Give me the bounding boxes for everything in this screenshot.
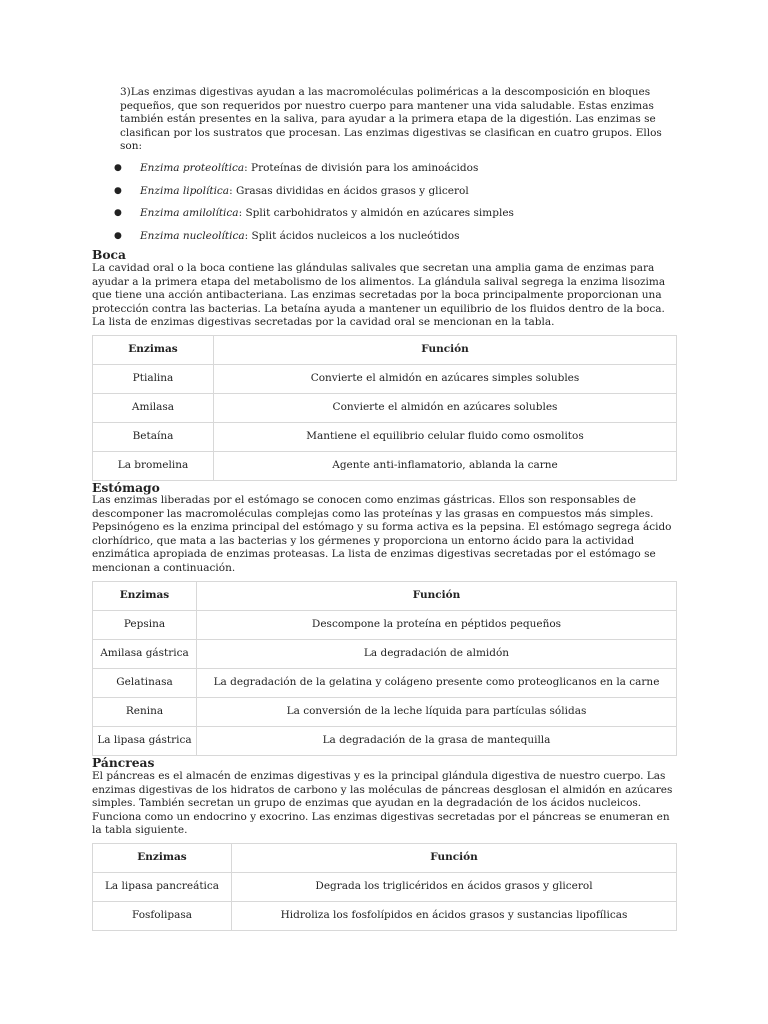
column-header: Función [197,582,677,611]
bullet-term: Enzima lipolítica [140,184,230,197]
pancreas-paragraph: El páncreas es el almacén de enzimas digestivas y es la principal glándula digestiva de nuestro cuerpo. Las enzimas digestivas de los hidratos de carbono y las moléculas de páncreas desglosan el almidón en azúcares simples. También secretan un grupo de enzimas que ayudan en la degradación de los ácidos nucleicos. Funciona como un endocrino y exocrino. Las enzimas digestivas secretadas por el páncreas se enumeran en la tabla siguiente. [92,770,673,837]
table-header-row [93,844,677,873]
list-item [114,158,674,181]
function-cell: Agente anti-inflamatorio, ablanda la carne [214,452,677,481]
bullet-icon: ● [114,185,122,196]
table-row [93,611,677,640]
column-header: Función [232,844,677,873]
enzyme-cell: La lipasa gástrica [93,727,197,756]
table-row [93,640,677,669]
list-item [114,181,674,204]
bullet-desc: : Grasas divididas en ácidos grasos y glicerol [229,184,469,197]
bullet-desc: : Split carbohidratos y almidón en azúcares simples [238,207,514,220]
enzyme-cell: La lipasa pancreática [93,873,232,902]
function-cell: Convierte el almidón en azúcares simples solubles [214,365,677,394]
enzyme-group-list [114,158,674,248]
function-cell: La conversión de la leche líquida para partículas sólidas [197,698,677,727]
table-row [93,902,677,931]
list-item [114,203,674,226]
function-cell: La degradación de la grasa de mantequilla [197,727,677,756]
enzyme-cell: Gelatinasa [93,669,197,698]
enzyme-cell: Ptialina [93,365,214,394]
function-cell: La degradación de almidón [197,640,677,669]
table-row [93,452,677,481]
function-cell: Degrada los triglicéridos en ácidos grasos y glicerol [232,873,677,902]
bullet-term: Enzima proteolítica [140,162,245,175]
enzyme-cell: Betaína [93,423,214,452]
pancreas-enzyme-table [92,843,677,931]
enzyme-cell: Fosfolipasa [93,902,232,931]
table-row [93,698,677,727]
table-row [93,669,677,698]
bullet-icon: ● [114,208,122,219]
bullet-term: Enzima amilolítica [140,207,239,220]
function-cell: Convierte el almidón en azúcares solubles [214,394,677,423]
estomago-enzyme-table [92,581,677,756]
boca-enzyme-table [92,335,677,481]
estomago-paragraph: Las enzimas liberadas por el estómago se conocen como enzimas gástricas. Ellos son responsables de descomponer las macromoléculas complejas como las proteínas y las grasas en compuestos más simples. Pepsinógeno es la enzima principal del estómago y su forma activa es la pepsina. El estómago segrega ácido clorhídrico, que mata a las bacterias y los gérmenes y proporciona un entorno ácido para la actividad enzimática apropiada de enzimas proteasas. La lista de enzimas digestivas secretadas por el estómago se mencionan a continuación. [92,494,672,574]
bullet-icon: ● [114,163,122,174]
column-header: Enzimas [93,582,197,611]
column-header: Enzimas [93,844,232,873]
table-row [93,873,677,902]
table-row [93,423,677,452]
boca-paragraph: La cavidad oral o la boca contiene las glándulas salivales que secretan una amplia gama de enzimas para ayudar a la primera etapa del metabolismo de los alimentos. La glándula salival segrega la enzima lisozima que tiene una acción antibacteriana. Las enzimas secretadas por la boca principalmente proporcionan una protección contra las bacterias. La betaína ayuda a mantener un equilibrio de los fluidos dentro de la boca. La lista de enzimas digestivas secretadas por la cavidad oral se mencionan en la tabla. [92,262,666,329]
column-header: Función [214,336,677,365]
table-row [93,365,677,394]
enzyme-cell: La bromelina [93,452,214,481]
column-header: Enzimas [93,336,214,365]
enzyme-cell: Renina [93,698,197,727]
table-row [93,394,677,423]
function-cell: Hidroliza los fosfolípidos en ácidos grasos y sustancias lipofílicas [232,902,677,931]
bullet-desc: : Split ácidos nucleicos a los nucleótidos [244,229,460,242]
enzyme-cell: Pepsina [93,611,197,640]
intro-paragraph: 3)Las enzimas digestivas ayudan a las macromoléculas poliméricas a la descomposición en bloques pequeños, que son requeridos por nuestro cuerpo para mantener una vida saludable. Estas enzimas también están presentes en la saliva, para ayudar a la primera etapa de la digestión. Las enzimas se clasifican por los sustratos que procesan. Las enzimas digestivas se clasifican en cuatro grupos. Ellos son: [120,86,662,153]
bullet-term: Enzima nucleolítica [140,229,245,242]
function-cell: Descompone la proteína en péptidos pequeños [197,611,677,640]
bullet-desc: : Proteínas de división para los aminoácidos [244,162,479,175]
list-item [114,226,674,249]
function-cell: La degradación de la gelatina y colágeno presente como proteoglicanos en la carne [197,669,677,698]
bullet-icon: ● [114,230,122,241]
section-title-pancreas: Páncreas [92,755,155,770]
table-header-row [93,582,677,611]
table-header-row [93,336,677,365]
section-title-boca: Boca [92,247,126,262]
section-title-estomago: Estómago [92,480,160,495]
enzyme-cell: Amilasa gástrica [93,640,197,669]
function-cell: Mantiene el equilibrio celular fluido como osmolitos [214,423,677,452]
enzyme-cell: Amilasa [93,394,214,423]
table-row [93,727,677,756]
